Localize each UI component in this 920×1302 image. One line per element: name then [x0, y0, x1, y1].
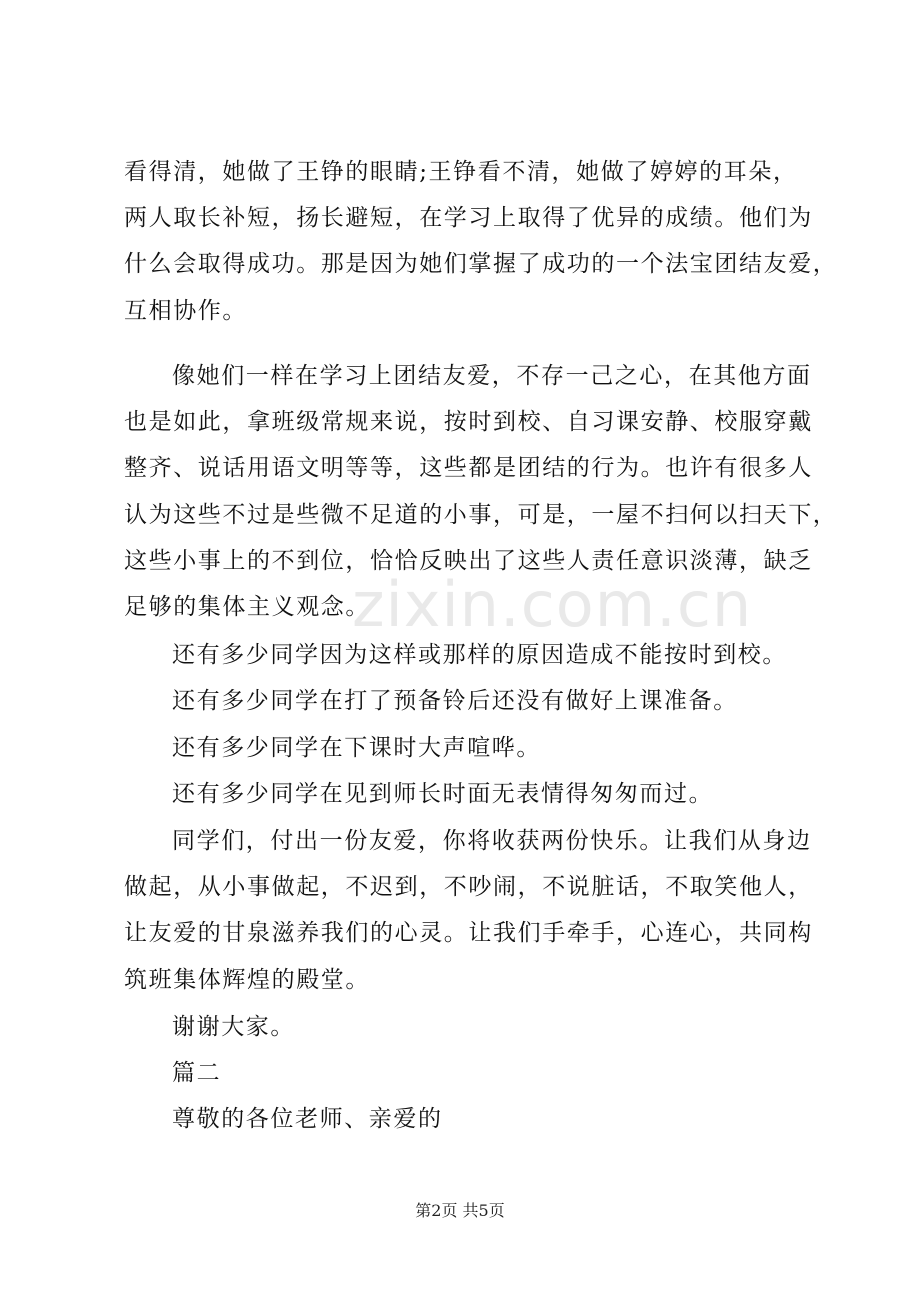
text-line: 还有多少同学在见到师长时面无表情得匆匆而过。: [172, 781, 714, 807]
text-line: 像她们一样在学习上团结友爱，不存一己之心，在其他方面: [172, 363, 812, 389]
text-line: 两人取长补短，扬长避短，在学习上取得了优异的成绩。他们为: [124, 205, 813, 231]
section-heading: 篇二: [172, 1060, 222, 1086]
text-line: 足够的集体主义观念。: [124, 594, 370, 620]
text-line: 谢谢大家。: [172, 1014, 295, 1040]
text-line: 整齐、说话用语文明等等，这些都是团结的行为。也许有很多人: [124, 455, 813, 481]
text-line: 让友爱的甘泉滋养我们的心灵。让我们手牵手，心连心，共同构: [124, 920, 813, 946]
text-line: 筑班集体辉煌的殿堂。: [124, 967, 370, 993]
watermark: zixin.com.cn: [352, 568, 753, 641]
text-line: 还有多少同学因为这样或那样的原因造成不能按时到校。: [172, 642, 787, 668]
text-line: 看得清，她做了王铮的眼睛;王铮看不清，她做了婷婷的耳朵，: [124, 159, 798, 185]
text-line: 也是如此，拿班级常规来说，按时到校、自习课安静、校服穿戴: [124, 409, 813, 435]
text-line: 还有多少同学在下课时大声喧哗。: [172, 735, 541, 761]
text-line: 还有多少同学在打了预备铃后还没有做好上课准备。: [172, 688, 738, 714]
page-number-footer: 第2页 共5页: [415, 1201, 505, 1220]
text-line: 同学们，付出一份友爱，你将收获两份快乐。让我们从身边: [172, 828, 812, 854]
text-line: 做起，从小事做起，不迟到，不吵闹，不说脏话，不取笑他人，: [124, 874, 813, 900]
text-line: 什么会取得成功。那是因为她们掌握了成功的一个法宝团结友爱，: [124, 251, 838, 277]
text-line: 互相协作。: [124, 298, 247, 324]
text-line: 这些小事上的不到位，恰恰反映出了这些人责任意识淡薄，缺乏: [124, 548, 813, 574]
text-line: 认为这些不过是些微不足道的小事，可是，一屋不扫何以扫天下，: [124, 502, 838, 528]
text-line: 尊敬的各位老师、亲爱的: [172, 1106, 443, 1132]
